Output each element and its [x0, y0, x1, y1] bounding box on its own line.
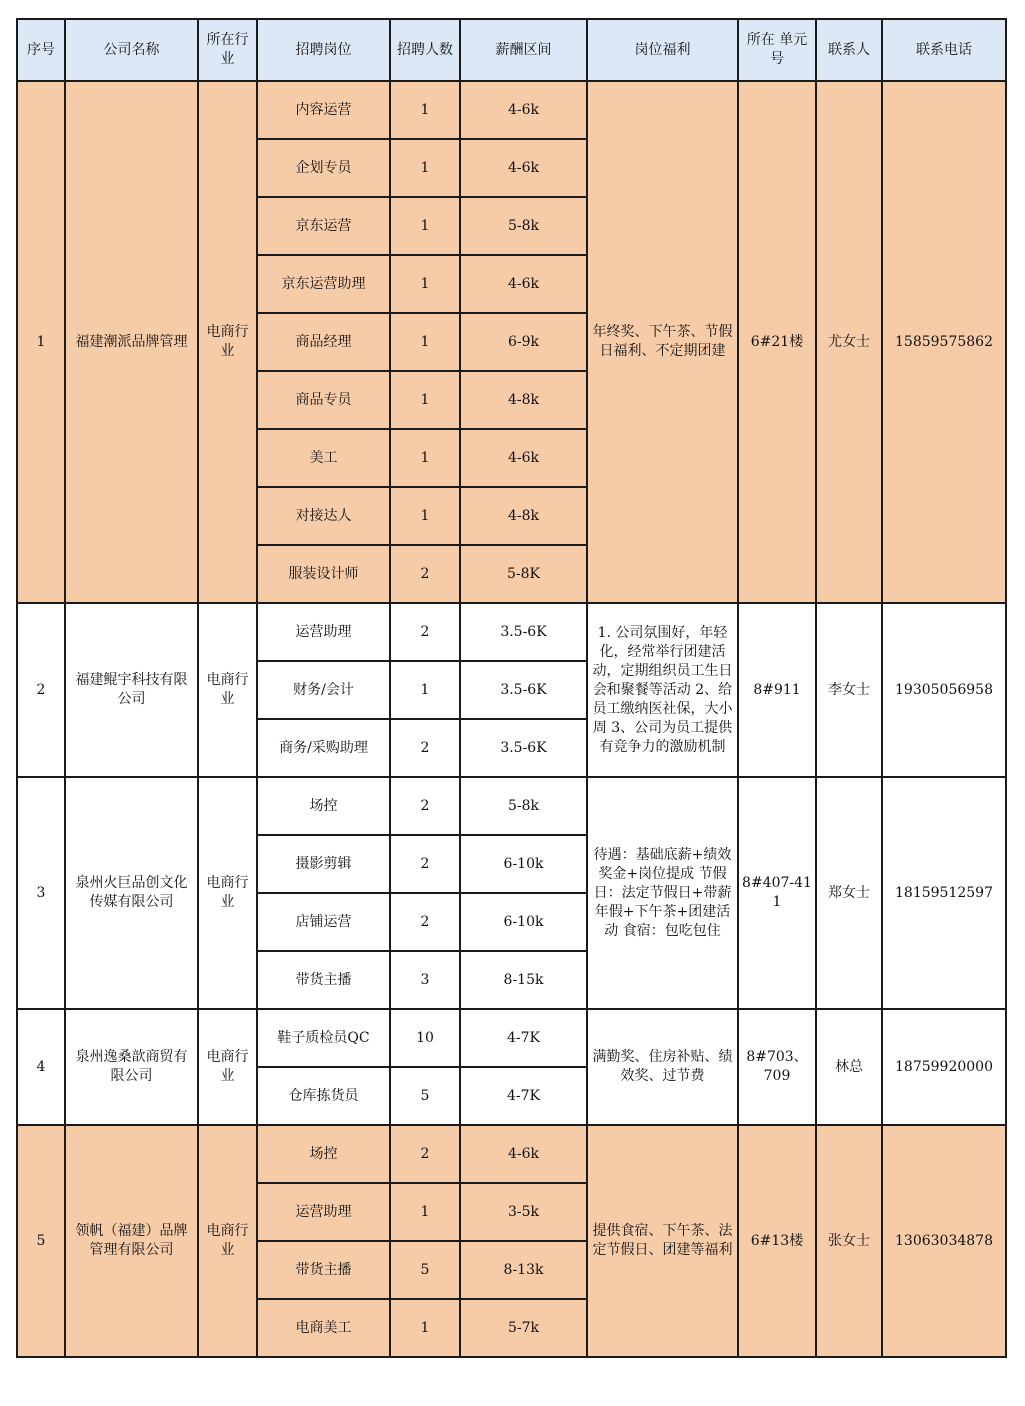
company-phone: 19305056958 — [882, 603, 1006, 777]
job-salary: 6-10k — [460, 893, 587, 951]
company-unit: 6#13楼 — [738, 1125, 816, 1357]
company-benefits: 年终奖、下午茶、节假日福利、不定期团建 — [587, 81, 738, 603]
job-title: 摄影剪辑 — [257, 835, 390, 893]
company-name: 福建鲲宇科技有限公司 — [65, 603, 198, 777]
job-count: 1 — [390, 1183, 460, 1241]
job-salary: 4-6k — [460, 139, 587, 197]
job-title: 运营助理 — [257, 1183, 390, 1241]
job-salary: 6-10k — [460, 835, 587, 893]
table-row — [17, 777, 1006, 835]
job-salary: 4-7K — [460, 1067, 587, 1125]
job-count: 2 — [390, 603, 460, 661]
company-contact: 李女士 — [816, 603, 882, 777]
company-benefits: 满勤奖、住房补贴、绩效奖、过节费 — [587, 1009, 738, 1125]
job-count: 1 — [390, 371, 460, 429]
company-phone: 18759920000 — [882, 1009, 1006, 1125]
company-contact: 林总 — [816, 1009, 882, 1125]
job-salary: 3.5-6K — [460, 603, 587, 661]
company-name: 泉州逸桑歆商贸有限公司 — [65, 1009, 198, 1125]
job-count: 1 — [390, 81, 460, 139]
job-count: 5 — [390, 1241, 460, 1299]
job-title: 美工 — [257, 429, 390, 487]
company-contact: 尤女士 — [816, 81, 882, 603]
recruitment-table — [16, 18, 1007, 1358]
job-count: 10 — [390, 1009, 460, 1067]
header-industry: 所在行业 — [198, 19, 257, 81]
job-title: 京东运营 — [257, 197, 390, 255]
company-industry: 电商行业 — [198, 81, 257, 603]
job-count: 2 — [390, 777, 460, 835]
job-title: 带货主播 — [257, 951, 390, 1009]
company-contact: 张女士 — [816, 1125, 882, 1357]
company-name: 福建潮派品牌管理 — [65, 81, 198, 603]
table-row — [17, 1009, 1006, 1067]
job-salary: 4-6k — [460, 1125, 587, 1183]
company-industry: 电商行业 — [198, 603, 257, 777]
job-title: 鞋子质检员QC — [257, 1009, 390, 1067]
header-row — [17, 19, 1006, 81]
job-salary: 3.5-6K — [460, 719, 587, 777]
header-benefits: 岗位福利 — [587, 19, 738, 81]
header-phone: 联系电话 — [882, 19, 1006, 81]
job-salary: 5-8k — [460, 197, 587, 255]
job-title: 商务/采购助理 — [257, 719, 390, 777]
job-salary: 4-8k — [460, 371, 587, 429]
company-unit: 8#703、709 — [738, 1009, 816, 1125]
company-phone: 18159512597 — [882, 777, 1006, 1009]
header-position: 招聘岗位 — [257, 19, 390, 81]
company-industry: 电商行业 — [198, 777, 257, 1009]
job-salary: 4-6k — [460, 255, 587, 313]
header-contact: 联系人 — [816, 19, 882, 81]
job-title: 企划专员 — [257, 139, 390, 197]
company-phone: 15859575862 — [882, 81, 1006, 603]
table-row — [17, 81, 1006, 139]
job-count: 1 — [390, 661, 460, 719]
job-title: 运营助理 — [257, 603, 390, 661]
job-title: 内容运营 — [257, 81, 390, 139]
job-salary: 8-13k — [460, 1241, 587, 1299]
header-unit: 所在 单元号 — [738, 19, 816, 81]
job-salary: 5-8K — [460, 545, 587, 603]
company-name: 领帆（福建）品牌管理有限公司 — [65, 1125, 198, 1357]
job-salary: 3.5-6K — [460, 661, 587, 719]
company-no: 4 — [17, 1009, 65, 1125]
header-no: 序号 — [17, 19, 65, 81]
job-title: 对接达人 — [257, 487, 390, 545]
company-no: 2 — [17, 603, 65, 777]
job-salary: 3-5k — [460, 1183, 587, 1241]
company-benefits: 1. 公司氛围好，年轻化，经常举行团建活动，定期组织员工生日会和聚餐等活动 2、给员工缴纳医社保，大小周 3、公司为员工提供有竞争力的激励机制 — [587, 603, 738, 777]
job-count: 1 — [390, 313, 460, 371]
company-unit: 8#911 — [738, 603, 816, 777]
job-title: 场控 — [257, 777, 390, 835]
company-benefits: 提供食宿、下午茶、法定节假日、团建等福利 — [587, 1125, 738, 1357]
job-salary: 4-6k — [460, 81, 587, 139]
job-count: 2 — [390, 835, 460, 893]
header-count: 招聘人数 — [390, 19, 460, 81]
job-title: 电商美工 — [257, 1299, 390, 1357]
job-count: 2 — [390, 893, 460, 951]
job-title: 场控 — [257, 1125, 390, 1183]
job-salary: 5-7k — [460, 1299, 587, 1357]
table-body — [17, 81, 1006, 1357]
company-no: 1 — [17, 81, 65, 603]
company-unit: 8#407-411 — [738, 777, 816, 1009]
job-salary: 4-6k — [460, 429, 587, 487]
job-title: 服装设计师 — [257, 545, 390, 603]
job-count: 1 — [390, 1299, 460, 1357]
table-row — [17, 1125, 1006, 1183]
job-salary: 4-8k — [460, 487, 587, 545]
job-title: 带货主播 — [257, 1241, 390, 1299]
job-count: 2 — [390, 1125, 460, 1183]
job-count: 1 — [390, 429, 460, 487]
job-count: 3 — [390, 951, 460, 1009]
header-company: 公司名称 — [65, 19, 198, 81]
job-count: 1 — [390, 139, 460, 197]
job-title: 财务/会计 — [257, 661, 390, 719]
job-title: 商品经理 — [257, 313, 390, 371]
company-industry: 电商行业 — [198, 1125, 257, 1357]
job-count: 2 — [390, 719, 460, 777]
company-no: 3 — [17, 777, 65, 1009]
job-title: 商品专员 — [257, 371, 390, 429]
job-salary: 8-15k — [460, 951, 587, 1009]
job-count: 1 — [390, 197, 460, 255]
job-count: 1 — [390, 487, 460, 545]
job-salary: 4-7K — [460, 1009, 587, 1067]
company-unit: 6#21楼 — [738, 81, 816, 603]
job-title: 仓库拣货员 — [257, 1067, 390, 1125]
table-row — [17, 603, 1006, 661]
company-benefits: 待遇：基础底薪+绩效奖金+岗位提成 节假日：法定节假日+带薪年假+下午茶+团建活动 食宿：包吃包住 — [587, 777, 738, 1009]
job-title: 京东运营助理 — [257, 255, 390, 313]
job-title: 店铺运营 — [257, 893, 390, 951]
company-contact: 郑女士 — [816, 777, 882, 1009]
company-no: 5 — [17, 1125, 65, 1357]
job-salary: 6-9k — [460, 313, 587, 371]
job-salary: 5-8k — [460, 777, 587, 835]
job-count: 1 — [390, 255, 460, 313]
company-phone: 13063034878 — [882, 1125, 1006, 1357]
header-salary: 薪酬区间 — [460, 19, 587, 81]
company-industry: 电商行业 — [198, 1009, 257, 1125]
company-name: 泉州火巨品创文化传媒有限公司 — [65, 777, 198, 1009]
job-count: 5 — [390, 1067, 460, 1125]
job-count: 2 — [390, 545, 460, 603]
